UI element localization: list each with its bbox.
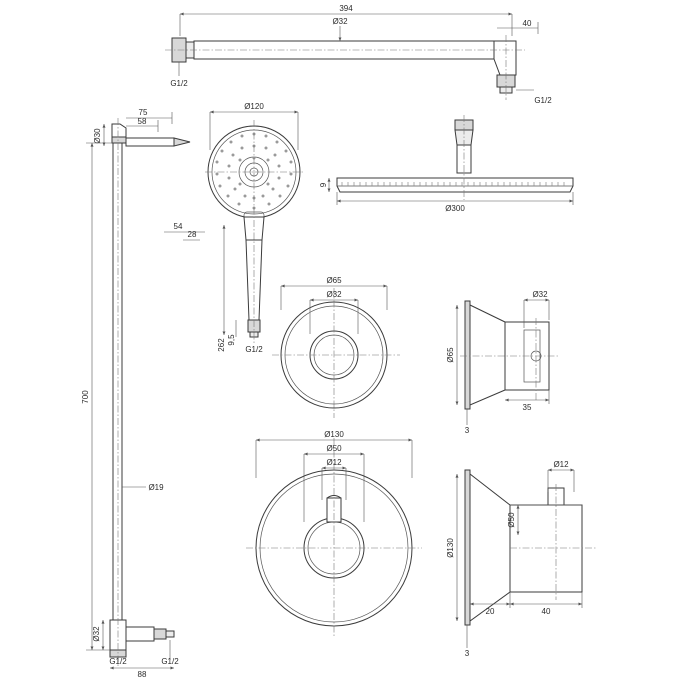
dim-mixer-side-body: Ø50: [507, 512, 516, 528]
dim-arm-outlet: 40: [522, 19, 532, 28]
dim-handle-length: 262: [217, 338, 226, 352]
label-hand-thread: G1/2: [245, 345, 263, 354]
dim-handle-width: 28: [187, 230, 197, 239]
dim-valve-depth: 35: [522, 403, 532, 412]
dim-valve-outer-dia: Ø65: [326, 276, 342, 285]
dim-rail-bracket: 58: [137, 117, 147, 126]
label-rail-inlet-thread: G1/2: [109, 657, 127, 666]
dim-mixer-middle-dia: Ø50: [326, 444, 342, 453]
dim-rail-base-dia: Ø32: [92, 626, 101, 642]
dim-rail-diameter: Ø19: [148, 483, 164, 492]
label-arm-outlet-thread: G1/2: [534, 96, 552, 105]
view-wall-arm: [165, 4, 552, 105]
dim-thread-height: 9,5: [227, 334, 236, 346]
dim-mixer-front-depth: 20: [485, 607, 495, 616]
view-stop-valve-side: [446, 290, 560, 435]
dim-rain-thickness: 9: [319, 182, 328, 188]
dim-mixer-side-plate: Ø130: [446, 538, 455, 558]
dim-mixer-plate-thickness: 3: [464, 649, 470, 658]
dim-mixer-inner-dia: Ø12: [326, 458, 342, 467]
dim-handle-offset: 54: [173, 222, 183, 231]
dim-mixer-body-depth: 40: [541, 607, 551, 616]
view-mixer-side: [446, 460, 596, 658]
dim-rail-top-dia: Ø30: [93, 128, 102, 144]
dim-valve-plate-thickness: 3: [464, 426, 470, 435]
label-arm-inlet-thread: G1/2: [170, 79, 188, 88]
dim-rain-diameter: Ø300: [445, 204, 465, 213]
view-stop-valve-front: [272, 276, 400, 418]
dim-valve-side-plate: Ø65: [446, 347, 455, 363]
view-shower-rail: [81, 108, 190, 679]
view-rain-head: [319, 115, 573, 213]
dim-arm-diameter: Ø32: [332, 17, 348, 26]
dim-head-diameter: Ø120: [244, 102, 264, 111]
view-hand-shower: [164, 102, 305, 354]
dim-valve-side-spindle: Ø32: [532, 290, 548, 299]
dim-mixer-outer-dia: Ø130: [324, 430, 344, 439]
label-rail-outlet-thread: G1/2: [161, 657, 179, 666]
dim-rail-base-width: 88: [137, 670, 147, 679]
dim-valve-inner-dia: Ø32: [326, 290, 342, 299]
view-mixer-front: [246, 430, 422, 638]
dim-rail-top-offset: 75: [138, 108, 148, 117]
dim-arm-length: 394: [339, 4, 353, 13]
dim-rail-length: 700: [81, 390, 90, 404]
dim-mixer-side-handle: Ø12: [553, 460, 569, 469]
